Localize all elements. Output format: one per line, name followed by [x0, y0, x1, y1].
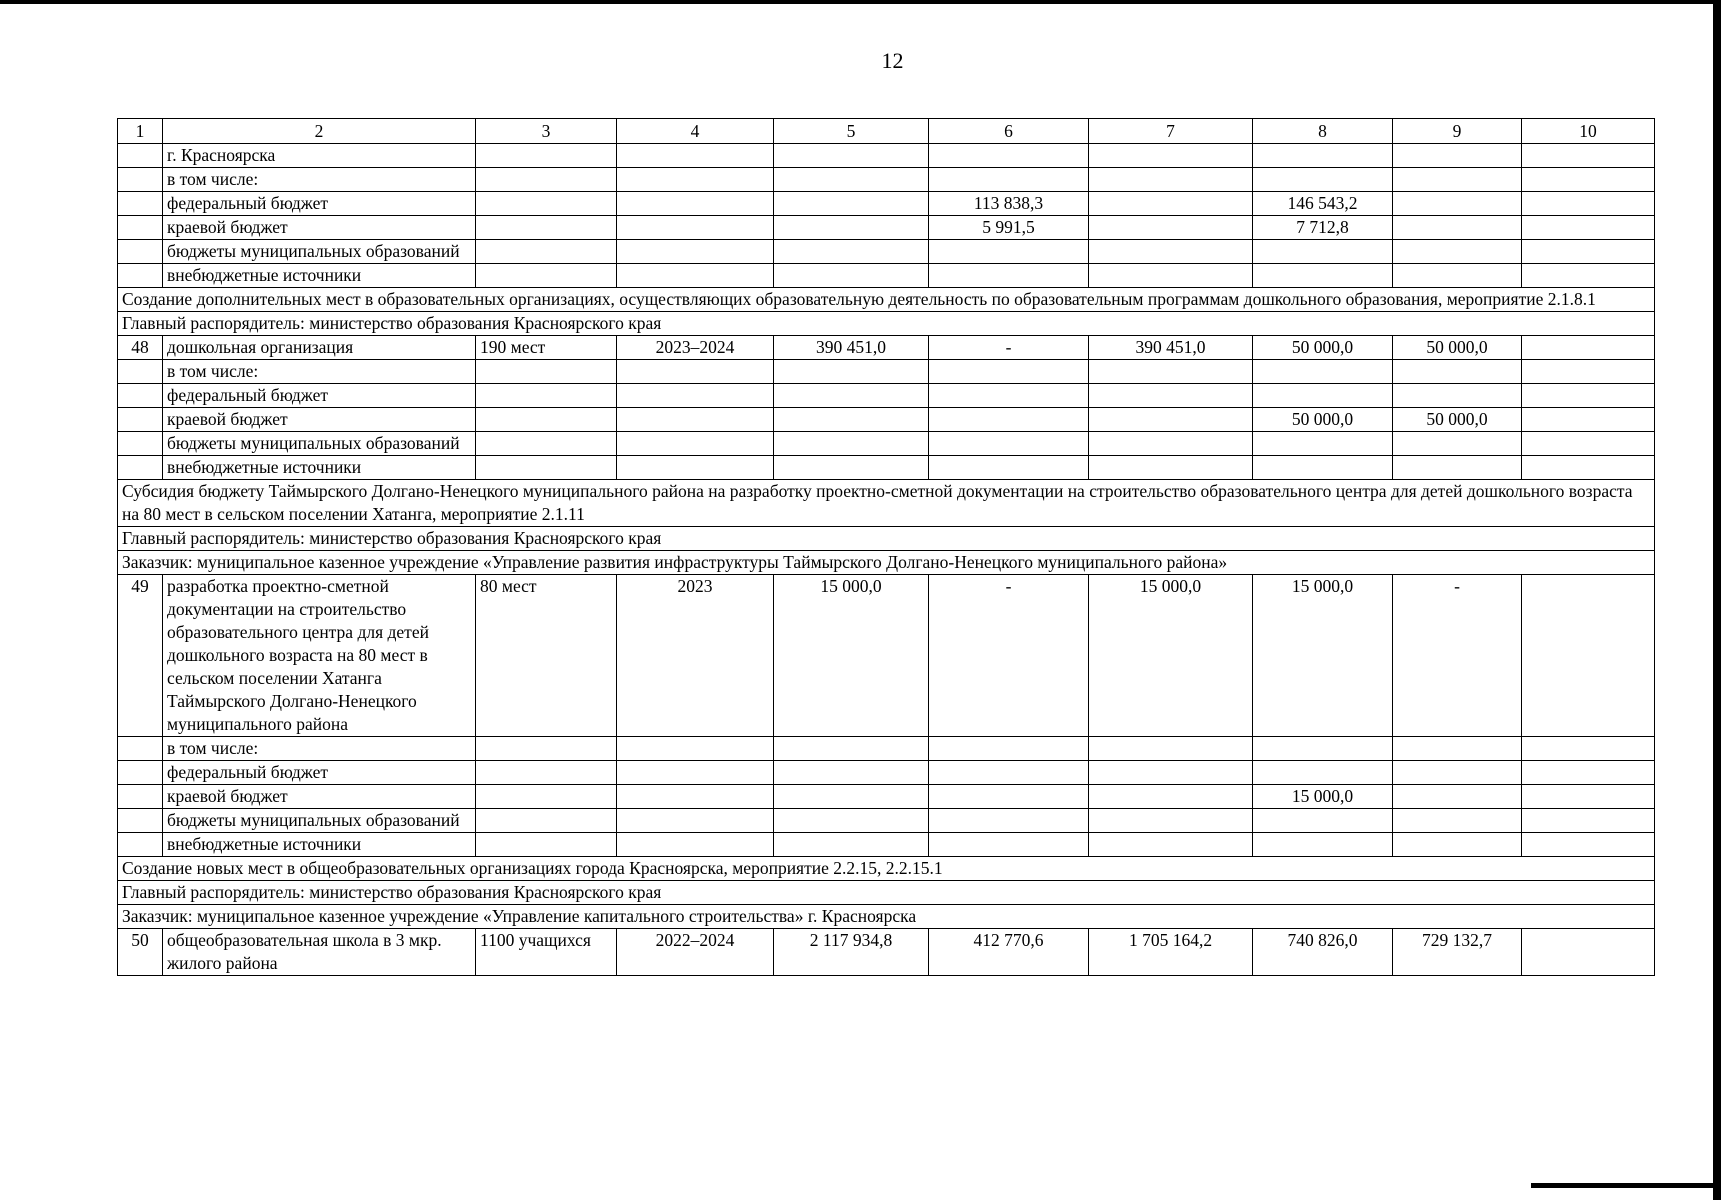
section-header-row — [118, 312, 1655, 336]
table-cell — [1393, 168, 1522, 192]
table-cell — [774, 408, 929, 432]
table-cell — [1089, 240, 1253, 264]
table-cell: краевой бюджет — [163, 408, 476, 432]
table-cell: 190 мест — [476, 336, 617, 360]
table-row — [118, 144, 1655, 168]
table-cell — [1522, 168, 1655, 192]
table-cell — [1393, 144, 1522, 168]
section-header-text: Создание новых мест в общеобразовательных организациях города Красноярска, мероприятие 2.2.15, 2.2.15.1 — [118, 857, 1655, 881]
table-row — [118, 761, 1655, 785]
table-cell — [929, 264, 1089, 288]
table-cell — [1089, 408, 1253, 432]
page-number: 12 — [881, 48, 904, 73]
table-cell: 1100 учащихся — [476, 929, 617, 976]
table-cell — [617, 785, 774, 809]
table-cell — [1089, 144, 1253, 168]
column-header: 10 — [1522, 119, 1655, 144]
table-cell: в том числе: — [163, 737, 476, 761]
table-row — [118, 360, 1655, 384]
table-cell — [476, 408, 617, 432]
table-cell — [1522, 360, 1655, 384]
table-cell — [118, 360, 163, 384]
table-cell — [1522, 240, 1655, 264]
table-cell — [1089, 432, 1253, 456]
table-cell — [774, 809, 929, 833]
table-cell — [929, 456, 1089, 480]
table-cell: федеральный бюджет — [163, 192, 476, 216]
table-cell — [1522, 761, 1655, 785]
table-row — [118, 575, 1655, 737]
table-cell — [774, 761, 929, 785]
table-cell — [774, 785, 929, 809]
table-cell — [1522, 336, 1655, 360]
table-cell — [1522, 264, 1655, 288]
table-cell: 15 000,0 — [1253, 575, 1393, 737]
table-cell — [617, 408, 774, 432]
column-header: 7 — [1089, 119, 1253, 144]
table-cell: 49 — [118, 575, 163, 737]
table-cell: бюджеты муниципальных образований — [163, 240, 476, 264]
column-header: 8 — [1253, 119, 1393, 144]
column-header: 4 — [617, 119, 774, 144]
table-cell: дошкольная организация — [163, 336, 476, 360]
table-cell — [1253, 264, 1393, 288]
table-cell — [929, 432, 1089, 456]
table-cell: бюджеты муниципальных образований — [163, 432, 476, 456]
table-cell — [476, 192, 617, 216]
table-cell — [1089, 456, 1253, 480]
table-cell: разработка проектно-сметной документации на строительство образовательного центра для детей дошкольного возраста на 80 мест в сельском поселении Хатанга Таймырского Долгано-Ненецкого муниципального района — [163, 575, 476, 737]
table-cell — [1393, 192, 1522, 216]
table-cell — [118, 264, 163, 288]
table-cell: в том числе: — [163, 168, 476, 192]
section-header-text: Главный распорядитель: министерство образования Красноярского края — [118, 312, 1655, 336]
table-cell — [617, 833, 774, 857]
table-cell — [774, 432, 929, 456]
table-cell — [1393, 456, 1522, 480]
table-row — [118, 432, 1655, 456]
table-cell — [617, 240, 774, 264]
column-number-row — [118, 119, 1655, 144]
table-cell — [929, 144, 1089, 168]
table-cell — [1253, 809, 1393, 833]
table-cell — [118, 761, 163, 785]
table-cell: 729 132,7 — [1393, 929, 1522, 976]
table-cell — [617, 456, 774, 480]
table-cell — [1089, 264, 1253, 288]
table-cell: 48 — [118, 336, 163, 360]
table-cell — [1522, 575, 1655, 737]
table-cell — [1253, 360, 1393, 384]
table-cell — [1089, 785, 1253, 809]
table-cell — [476, 432, 617, 456]
table-cell — [1522, 216, 1655, 240]
section-header-text: Главный распорядитель: министерство образования Красноярского края — [118, 527, 1655, 551]
column-header: 2 — [163, 119, 476, 144]
section-header-text: Заказчик: муниципальное казенное учреждение «Управление развития инфраструктуры Таймырского Долгано-Ненецкого муниципального района» — [118, 551, 1655, 575]
table-cell — [1393, 264, 1522, 288]
table-cell: 50 000,0 — [1393, 336, 1522, 360]
table-cell — [617, 761, 774, 785]
table-cell — [476, 144, 617, 168]
table-cell — [1522, 408, 1655, 432]
table-cell — [1393, 432, 1522, 456]
table-cell: федеральный бюджет — [163, 384, 476, 408]
table-cell: 50 000,0 — [1253, 336, 1393, 360]
table-cell — [774, 833, 929, 857]
table-cell — [1522, 785, 1655, 809]
table-cell — [1522, 144, 1655, 168]
table-cell: 2023–2024 — [617, 336, 774, 360]
table-cell — [617, 360, 774, 384]
table-cell — [929, 384, 1089, 408]
section-header-row — [118, 288, 1655, 312]
table-cell — [1253, 432, 1393, 456]
table-cell — [1253, 737, 1393, 761]
table-cell: 15 000,0 — [1253, 785, 1393, 809]
table-cell: 113 838,3 — [929, 192, 1089, 216]
table-cell — [476, 737, 617, 761]
table-cell — [929, 168, 1089, 192]
table-cell: 80 мест — [476, 575, 617, 737]
table-cell — [617, 384, 774, 408]
table-cell — [1522, 809, 1655, 833]
table-cell — [1393, 785, 1522, 809]
table-row — [118, 456, 1655, 480]
table-cell: 412 770,6 — [929, 929, 1089, 976]
table-cell: внебюджетные источники — [163, 833, 476, 857]
table-cell: - — [929, 575, 1089, 737]
table-cell: 740 826,0 — [1253, 929, 1393, 976]
table-cell — [774, 240, 929, 264]
table-cell — [1522, 432, 1655, 456]
table-cell — [1089, 761, 1253, 785]
table-cell: в том числе: — [163, 360, 476, 384]
table-cell — [617, 144, 774, 168]
table-cell: 15 000,0 — [1089, 575, 1253, 737]
table-cell — [774, 456, 929, 480]
table-cell — [929, 240, 1089, 264]
table-cell: 2022–2024 — [617, 929, 774, 976]
table-cell: 50 000,0 — [1253, 408, 1393, 432]
table-cell — [118, 408, 163, 432]
column-header: 1 — [118, 119, 163, 144]
table-row — [118, 737, 1655, 761]
table-row — [118, 240, 1655, 264]
table-cell — [617, 432, 774, 456]
table-cell — [118, 785, 163, 809]
table-cell — [476, 384, 617, 408]
section-header-row — [118, 527, 1655, 551]
table-cell — [617, 168, 774, 192]
table-cell — [1393, 216, 1522, 240]
table-cell — [1522, 929, 1655, 976]
table-cell — [617, 737, 774, 761]
table-cell — [1393, 761, 1522, 785]
table-cell: 2023 — [617, 575, 774, 737]
table-cell — [118, 456, 163, 480]
table-cell — [929, 833, 1089, 857]
table-cell — [929, 761, 1089, 785]
table-cell — [774, 384, 929, 408]
table-cell — [1089, 737, 1253, 761]
table-cell — [1522, 192, 1655, 216]
table-cell — [1253, 761, 1393, 785]
table-cell — [1089, 833, 1253, 857]
table-cell: г. Красноярска — [163, 144, 476, 168]
section-header-row — [118, 905, 1655, 929]
table-cell — [1393, 737, 1522, 761]
table-cell: 5 991,5 — [929, 216, 1089, 240]
table-cell — [1253, 144, 1393, 168]
table-cell — [1522, 456, 1655, 480]
section-header-text: Субсидия бюджету Таймырского Долгано-Ненецкого муниципального района на разработку проектно-сметной документации на строительство образовательного центра для детей дошкольного возраста на 80 мест в сельском поселении Хатанга, мероприятие 2.1.11 — [118, 480, 1655, 527]
table-cell — [118, 168, 163, 192]
table-cell — [1089, 216, 1253, 240]
table-row — [118, 809, 1655, 833]
table-cell — [1522, 384, 1655, 408]
table-cell — [774, 192, 929, 216]
table-cell — [774, 216, 929, 240]
table-cell: общеобразовательная школа в 3 мкр. жилого района — [163, 929, 476, 976]
table-cell — [929, 785, 1089, 809]
table-cell — [118, 809, 163, 833]
column-header: 9 — [1393, 119, 1522, 144]
table-cell — [1089, 809, 1253, 833]
table-cell — [476, 216, 617, 240]
table-cell — [118, 240, 163, 264]
table-cell: 50 — [118, 929, 163, 976]
table-cell — [774, 737, 929, 761]
table-cell — [1253, 833, 1393, 857]
table-row — [118, 216, 1655, 240]
table-row — [118, 336, 1655, 360]
section-header-row — [118, 480, 1655, 527]
table-cell: 146 543,2 — [1253, 192, 1393, 216]
table-cell — [1089, 192, 1253, 216]
table-cell: краевой бюджет — [163, 216, 476, 240]
table-cell — [476, 833, 617, 857]
table-row — [118, 264, 1655, 288]
table-cell — [1253, 456, 1393, 480]
table-cell: 50 000,0 — [1393, 408, 1522, 432]
scan-edge-bottom — [1531, 1183, 1721, 1188]
section-header-text: Создание дополнительных мест в образовательных организациях, осуществляющих образовательную деятельность по образовательным программам дошкольного образования, мероприятие 2.1.8.1 — [118, 288, 1655, 312]
table-cell — [1253, 168, 1393, 192]
table-row — [118, 408, 1655, 432]
table-cell — [476, 809, 617, 833]
scan-border-right — [1713, 0, 1721, 1200]
table-cell — [1393, 833, 1522, 857]
table-cell: 15 000,0 — [774, 575, 929, 737]
table-cell: внебюджетные источники — [163, 456, 476, 480]
table-cell: федеральный бюджет — [163, 761, 476, 785]
table-cell: 1 705 164,2 — [1089, 929, 1253, 976]
table-cell — [1393, 809, 1522, 833]
table-cell: 2 117 934,8 — [774, 929, 929, 976]
table-cell — [617, 809, 774, 833]
table-cell — [617, 264, 774, 288]
column-header: 5 — [774, 119, 929, 144]
table-cell — [774, 264, 929, 288]
table-cell — [617, 216, 774, 240]
table-cell: краевой бюджет — [163, 785, 476, 809]
table-cell: - — [1393, 575, 1522, 737]
table-cell — [118, 737, 163, 761]
table-cell — [774, 144, 929, 168]
table-cell — [1393, 240, 1522, 264]
table-row — [118, 785, 1655, 809]
table-row — [118, 929, 1655, 976]
table-cell — [476, 785, 617, 809]
table-cell — [118, 384, 163, 408]
table-cell — [118, 192, 163, 216]
table-cell — [476, 240, 617, 264]
table-cell — [476, 456, 617, 480]
table-cell: - — [929, 336, 1089, 360]
section-header-text: Заказчик: муниципальное казенное учреждение «Управление капитального строительства» г. Красноярска — [118, 905, 1655, 929]
table-cell — [476, 360, 617, 384]
table-cell — [929, 809, 1089, 833]
table-cell — [118, 216, 163, 240]
column-header: 6 — [929, 119, 1089, 144]
table-cell — [1253, 240, 1393, 264]
scan-border-top — [0, 0, 1721, 4]
section-header-text: Главный распорядитель: министерство образования Красноярского края — [118, 881, 1655, 905]
table-row — [118, 384, 1655, 408]
table-cell — [929, 360, 1089, 384]
table-cell — [1522, 833, 1655, 857]
table-cell — [476, 761, 617, 785]
table-cell — [774, 360, 929, 384]
section-header-row — [118, 551, 1655, 575]
table-cell — [1089, 384, 1253, 408]
table-cell — [118, 833, 163, 857]
table-cell — [118, 432, 163, 456]
section-header-row — [118, 881, 1655, 905]
table-row — [118, 833, 1655, 857]
table-cell: 7 712,8 — [1253, 216, 1393, 240]
table-cell — [1393, 384, 1522, 408]
table-cell — [1253, 384, 1393, 408]
table-cell — [476, 168, 617, 192]
table-row — [118, 168, 1655, 192]
table-cell — [476, 264, 617, 288]
budget-table — [117, 118, 1655, 976]
table-cell — [1393, 360, 1522, 384]
table-cell — [118, 144, 163, 168]
table-cell — [1089, 168, 1253, 192]
table-cell — [929, 408, 1089, 432]
table-cell: бюджеты муниципальных образований — [163, 809, 476, 833]
table-cell — [617, 192, 774, 216]
table-cell — [774, 168, 929, 192]
section-header-row — [118, 857, 1655, 881]
table-cell — [1089, 360, 1253, 384]
table-row — [118, 192, 1655, 216]
table-cell: внебюджетные источники — [163, 264, 476, 288]
table-cell: 390 451,0 — [1089, 336, 1253, 360]
table-cell — [929, 737, 1089, 761]
column-header: 3 — [476, 119, 617, 144]
table-cell: 390 451,0 — [774, 336, 929, 360]
table-cell — [1522, 737, 1655, 761]
